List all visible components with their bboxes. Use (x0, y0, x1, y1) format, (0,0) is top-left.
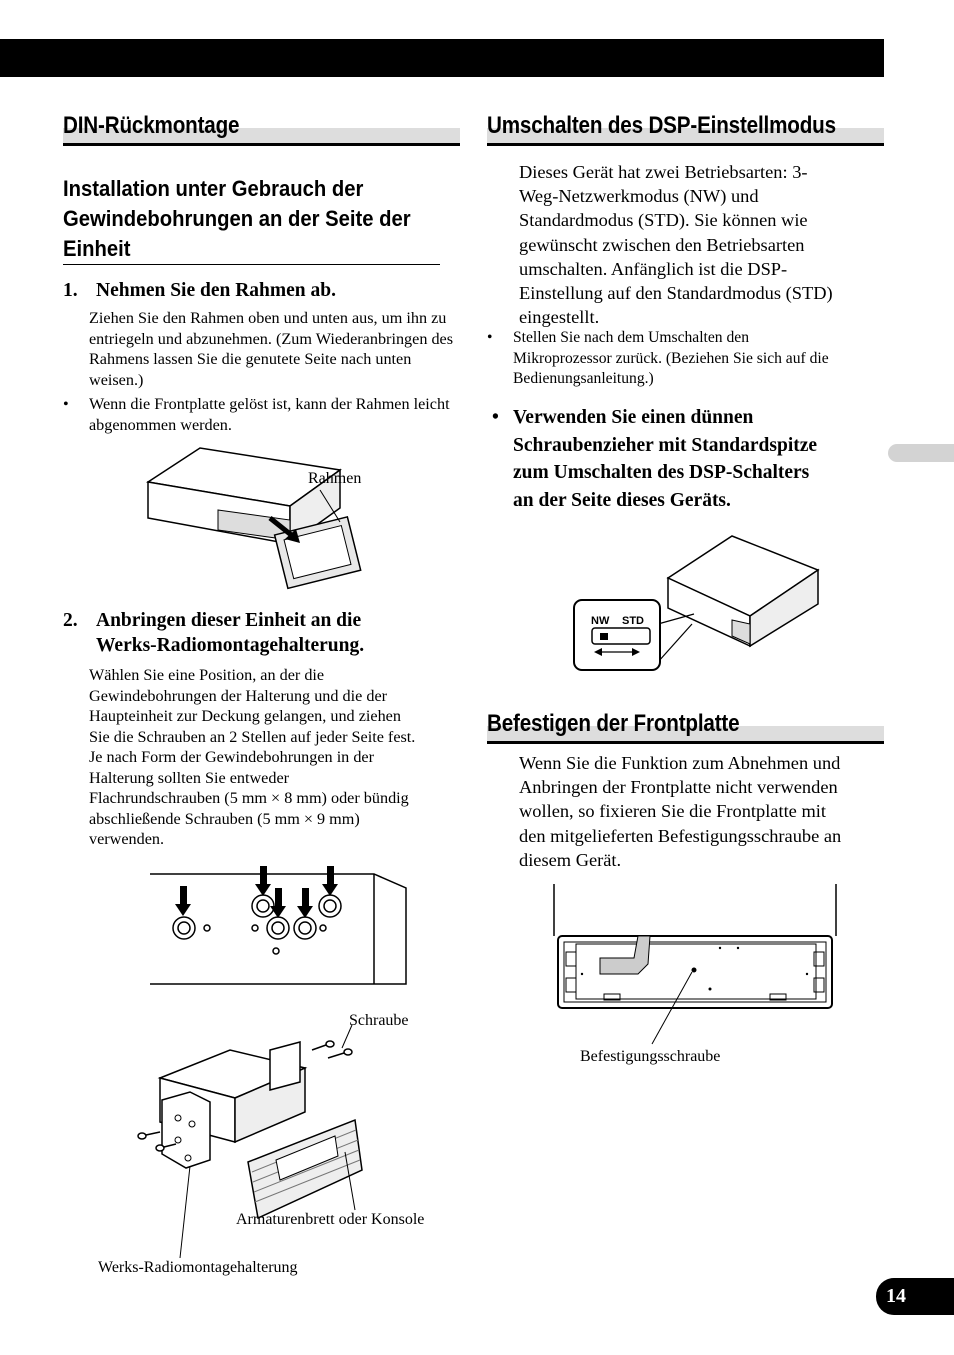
figure-bracket-holes (148, 862, 410, 992)
dsp-body (519, 160, 833, 329)
figure-frontplate-screw (552, 884, 840, 1050)
body-line: Flachrundschrauben (5 mm × 8 mm) oder bündig (89, 789, 409, 807)
label-fixing-screw: Befestigungsschraube (580, 1048, 721, 1065)
step-title-line: Werks-Radiomontagehalterung. (96, 635, 365, 656)
step-2-title (63, 608, 463, 660)
section-title-frontplate: Befestigen der Frontplatte (487, 710, 740, 737)
bullet-line: Mikroprozessor zurück. (Beziehen Sie sich auf die (513, 349, 829, 367)
sub-heading-line: Einheit (63, 236, 131, 261)
body-line: Anbringen der Frontplatte nicht verwenden (519, 777, 838, 798)
section-title-din: DIN-Rückmontage (63, 112, 240, 139)
instruction-line: Verwenden Sie einen dünnen (513, 407, 754, 428)
body-line: Gewindebohrungen der Halterung und die der (89, 686, 388, 705)
body-line: Weg-Netzwerkmodus (NW) und (519, 186, 759, 207)
body-line: wollen, so fixieren Sie die Frontplatte mit (519, 801, 826, 822)
body-line: abschließende Schrauben (5 mm × 9 mm) (89, 809, 360, 828)
step-title-line: Anbringen dieser Einheit an die (96, 610, 362, 631)
section-title-rule (63, 143, 460, 146)
switch-label-std: STD (622, 615, 644, 627)
instruction-line: zum Umschalten des DSP-Schalters (513, 462, 810, 483)
body-line: diesem Gerät. (519, 849, 622, 870)
bullet-marker: • (492, 407, 499, 428)
page-number: 14 (876, 1278, 954, 1315)
body-line: Sie die Schrauben an 2 Stellen auf jeder Seite fest. (89, 727, 416, 746)
sub-heading-line: Installation unter Gebrauch der (63, 176, 364, 201)
bullet-marker: • (487, 329, 493, 346)
label-bracket: Werks-Radiomontagehalterung (98, 1259, 298, 1276)
instruction-line: Schraubenzieher mit Standardspitze (513, 434, 818, 456)
body-line: umschalten. Anfänglich ist die DSP- (519, 258, 788, 279)
body-line: Je nach Form der Gewindebohrungen in der (89, 748, 374, 766)
step-number: 2. (63, 610, 78, 631)
body-line: Dieses Gerät hat zwei Betriebsarten: 3- (519, 162, 808, 182)
bullet-marker: • (63, 395, 69, 413)
sub-heading-line: Gewindebohrungen an der Seite der (63, 206, 411, 231)
body-line: Halterung sollten Sie entweder (89, 768, 290, 787)
label-screw: Schraube (349, 1012, 409, 1029)
section-title-dsp: Umschalten des DSP-Einstellmodus (487, 112, 836, 139)
sub-heading (63, 174, 449, 264)
body-line: Wenn Sie die Funktion zum Abnehmen und (519, 753, 841, 773)
dsp-bullet-note (513, 328, 829, 390)
figure-dsp-switch (572, 532, 822, 674)
figure-remove-frame (140, 440, 370, 600)
bullet-line: Bedienungsanleitung.) (513, 370, 654, 387)
body-line: eingestellt. (519, 307, 600, 328)
step-number: 1. (63, 280, 78, 301)
section-title-rule (487, 741, 884, 744)
header-bar (0, 39, 884, 77)
frontplate-body (519, 751, 841, 872)
switch-label-nw: NW (591, 615, 610, 627)
step-title: Nehmen Sie den Rahmen ab. (96, 280, 336, 301)
body-line: gewünscht zwischen den Betriebsarten (519, 234, 805, 255)
body-line: den mitgelieferten Befestigungsschraube an (519, 825, 842, 846)
step-1-body: Ziehen Sie den Rahmen oben und unten aus, um ihn zu entriegeln und abzunehmen. (Zum Wiederanbringen des Rahmens lassen Sie die genutete Seite nach unten weisen.) (89, 309, 454, 389)
chapter-tab (888, 444, 954, 462)
bullet-line: Stellen Sie nach dem Umschalten den (513, 329, 750, 346)
body-line: verwenden. (89, 830, 165, 848)
label-dashboard: Armaturenbrett oder Konsole (236, 1211, 425, 1228)
section-title-rule (487, 143, 884, 146)
body-line: Standardmodus (STD). Sie können wie (519, 210, 808, 231)
sub-heading-rule (63, 264, 440, 265)
label-rahmen: Rahmen (308, 470, 362, 487)
body-line: Einstellung auf den Standardmodus (STD) (519, 283, 833, 304)
figure-mounting (130, 1020, 380, 1270)
instruction-line: an der Seite dieses Geräts. (513, 489, 731, 511)
body-line: Haupteinheit zur Deckung gelangen, und ziehen (89, 707, 401, 725)
step-1-bullet: Wenn die Frontplatte gelöst ist, kann der Rahmen leicht abgenommen werden. (89, 395, 450, 434)
body-line: Wählen Sie eine Position, an der die (89, 666, 325, 684)
step-1-title (63, 278, 463, 304)
step-2-body (89, 665, 415, 850)
dsp-bold-instruction (513, 404, 817, 514)
